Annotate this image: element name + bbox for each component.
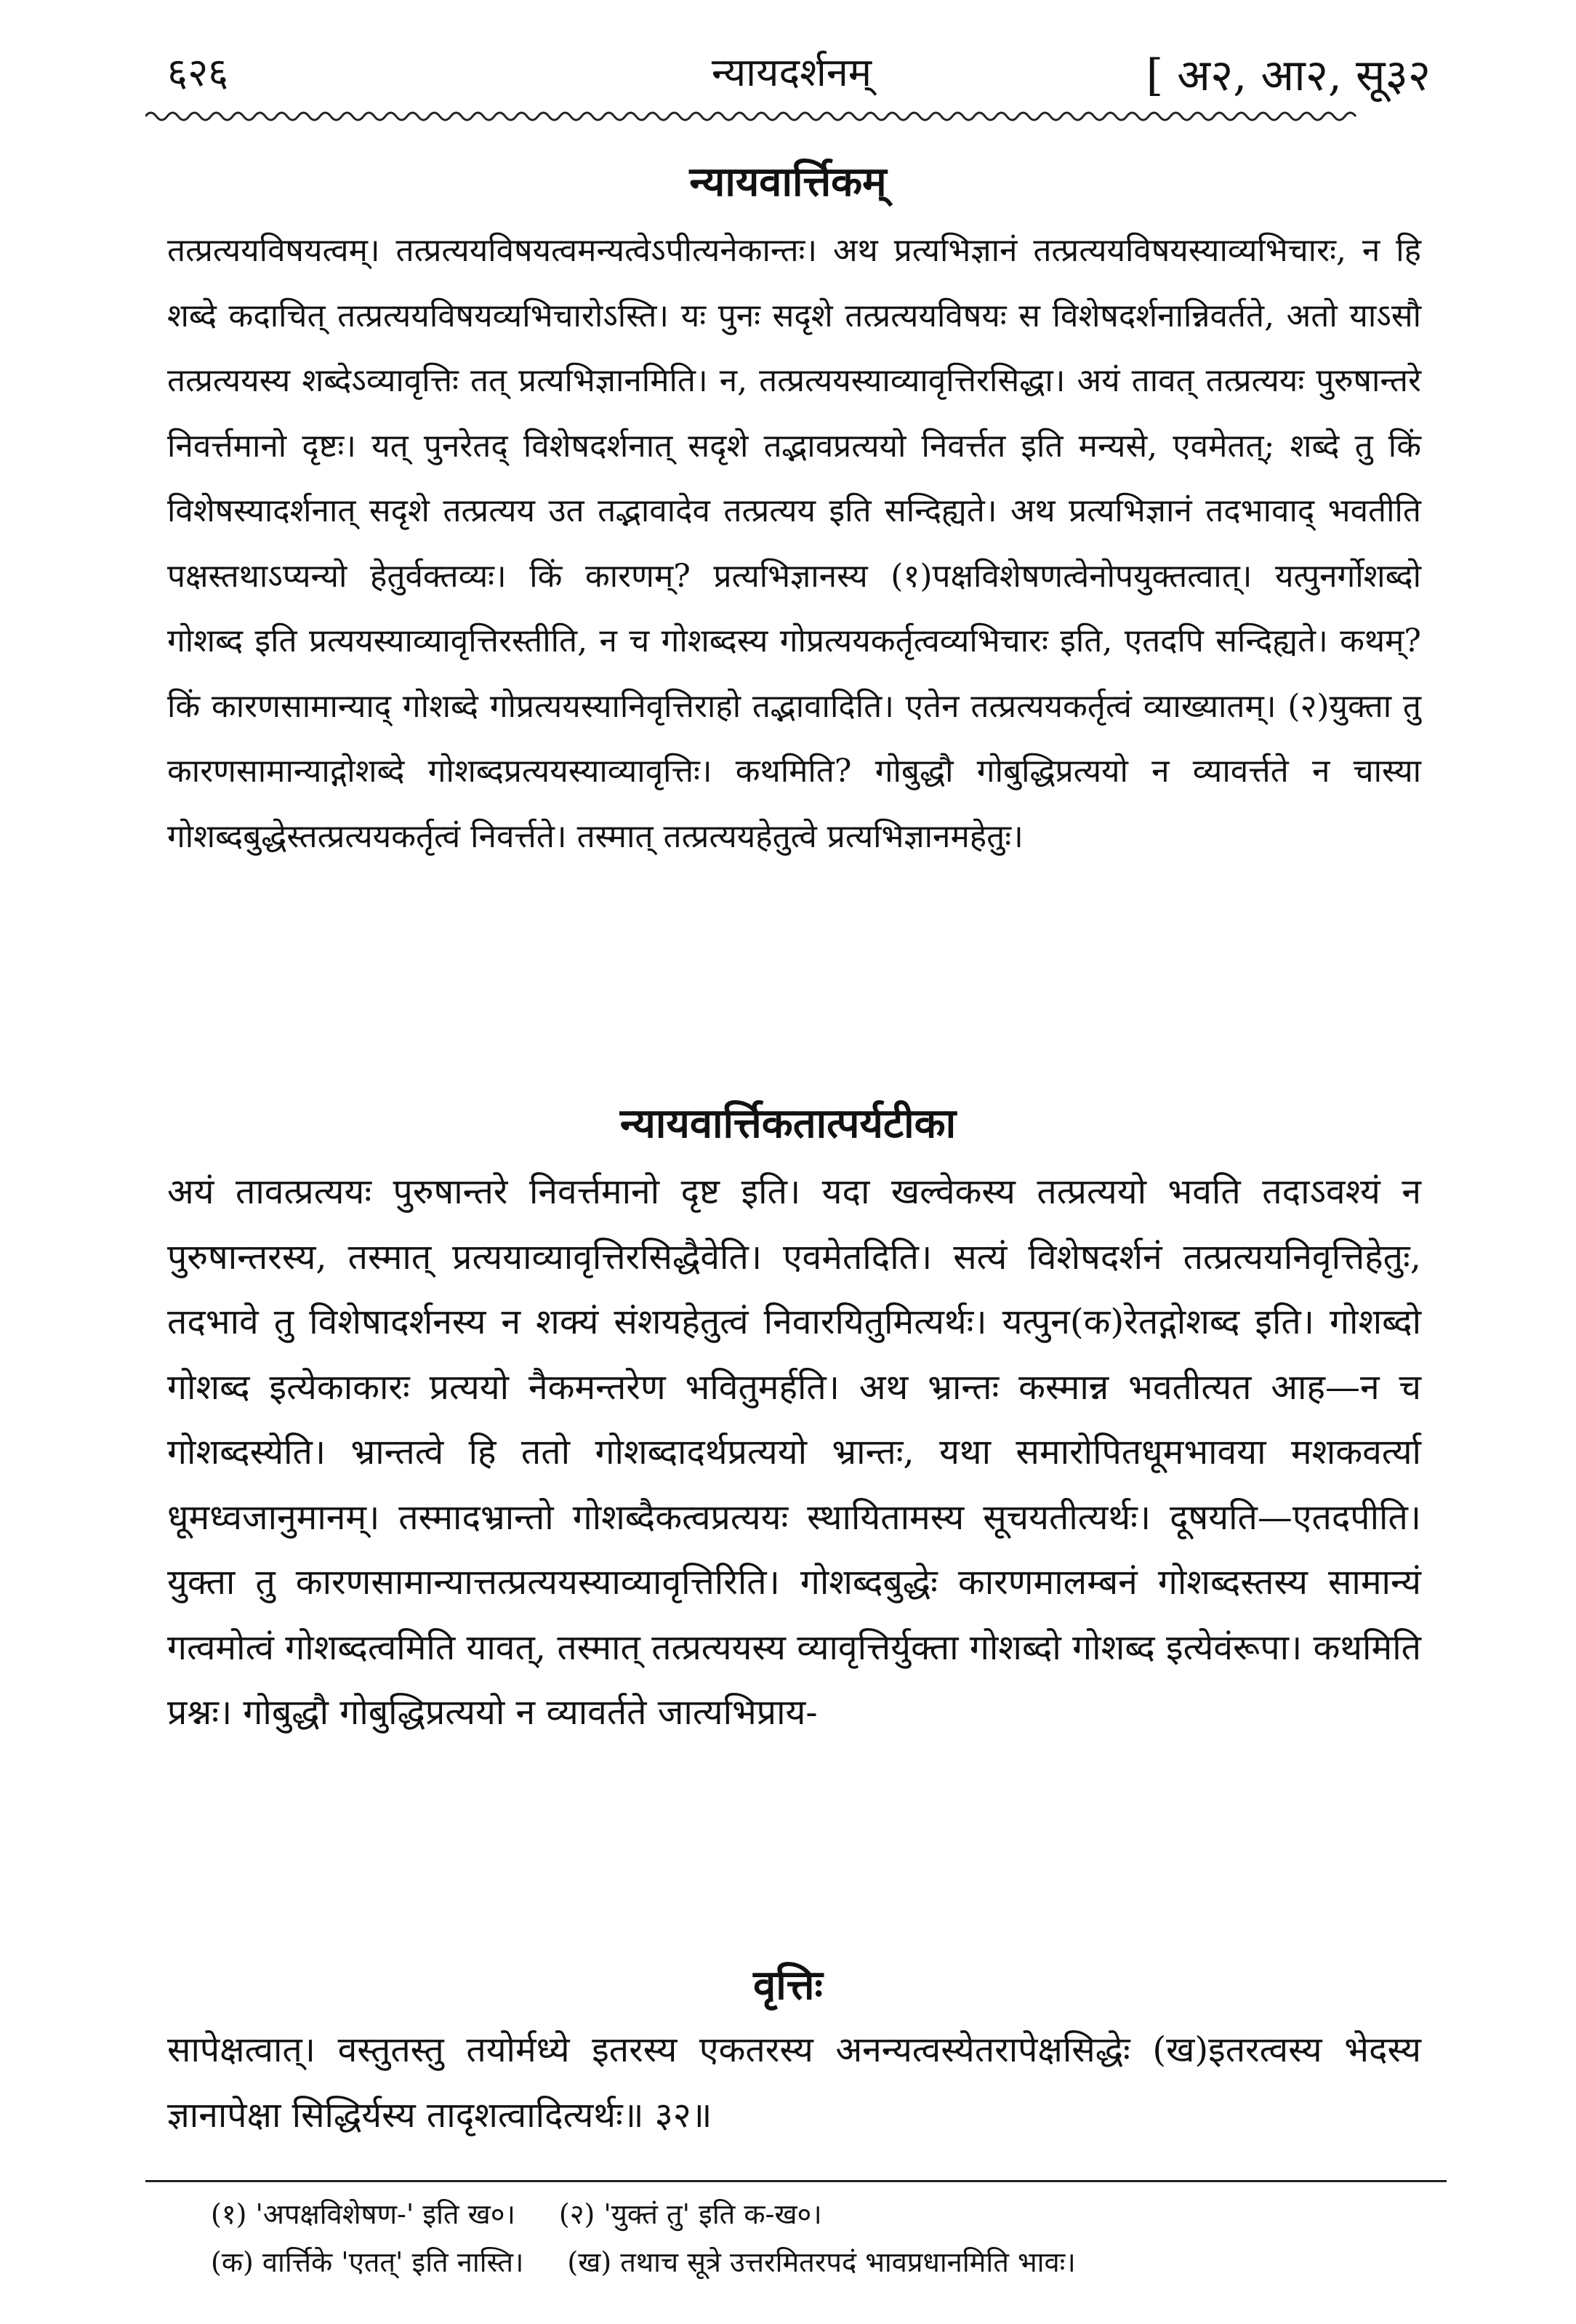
section-reference: [ अ२, आ२, सू३२ <box>1146 50 1431 101</box>
header-wavy-rule <box>145 108 1454 125</box>
footnote-kha: (ख) तथाच सूत्रे उत्तरमितरपदं भावप्रधानमिति भावः। <box>567 2246 1076 2278</box>
footnote-2: (२) 'युक्तं तु' इति क-ख०। <box>558 2198 822 2230</box>
book-title: न्यायदर्शनम् <box>711 49 872 95</box>
tika-heading: न्यायवार्त्तिकतात्पर्यटीका <box>619 1099 957 1147</box>
vartika-text: तत्प्रत्ययविषयत्वम्। तत्प्रत्ययविषयत्वमन्यत्वेऽपीत्यनेकान्तः। अथ प्रत्यभिज्ञानं तत्प्रत्ययविषयस्याव्यभिचारः, न हि शब्दे कदाचित् तत्प्रत्ययविषयव्यभिचारोऽस्ति। यः पुनः सदृशे तत्प्रत्ययविषयः स विशेषदर्शनान्निवर्तते, अतो याऽसौ तत्प्रत्ययस्य शब्देऽव्यावृत्तिः तत् प्रत्यभिज्ञानमिति। न, तत्प्रत्ययस्याव्यावृत्तिरसिद्धा। अयं तावत् तत्प्रत्ययः पुरुषान्तरे निवर्त्तमानो दृष्टः। यत् पुनरेतद् विशेषदर्शनात् सदृशे तद्भावप्रत्ययो निवर्त्तत इति मन्यसे, एवमेतत्; शब्दे तु किं विशेषस्यादर्शनात् सदृशे तत्प्रत्यय उत तद्भावादेव तत्प्रत्यय इति सन्दिह्यते। अथ प्रत्यभिज्ञानं तदभावाद् भवतीति पक्षस्तथाऽप्यन्यो हेतुर्वक्तव्यः। किं कारणम्? प्रत्यभिज्ञानस्य (१)पक्षविशेषणत्वेनोपयुक्तत्वात्। यत्पुनर्गोशब्दो गोशब्द इति प्रत्ययस्याव्यावृत्तिरस्तीति, न च गोशब्दस्य गोप्रत्ययकर्तृत्वव्यभिचारः इति, एतदपि सन्दिह्यते। कथम्? किं कारणसामान्याद् गोशब्दे गोप्रत्ययस्यानिवृत्तिराहो तद्भावादिति। एतेन तत्प्रत्ययकर्तृत्वं व्याख्यातम्। (२)युक्ता तु कारणसामान्याद्गोशब्दे गोशब्दप्रत्ययस्याव्यावृत्तिः। कथमिति? गोबुद्धौ गोबुद्धिप्रत्ययो न व्यावर्त्तते न चास्या गोशब्दबुद्धेस्तत्प्रत्ययकर्तृत्वं निवर्त्तते। तस्मात् तत्प्रत्ययहेतुत्वे प्रत्यभिज्ञानमहेतुः। <box>167 232 1421 855</box>
footnote-row-1 <box>211 2190 1410 2238</box>
vartika-heading: न्यायवार्त्तिकम् <box>689 158 887 206</box>
vritti-text: सापेक्षत्वात्। वस्तुतस्तु तयोर्मध्ये इतरस्य एकतरस्य अनन्यत्वस्येतरापेक्षसिद्धेः (ख)इतरत्वस्य भेदस्य ज्ञानापेक्षा सिद्धिर्यस्य तादृशत्वादित्यर्थः॥ ३२॥ <box>167 2030 1421 2136</box>
footnote-separator <box>145 2180 1447 2182</box>
vritti-heading: वृत्तिः <box>753 1961 823 2009</box>
footnote-row-2 <box>211 2238 1410 2286</box>
page-number: ६२६ <box>167 49 229 95</box>
tika-text: अयं तावत्प्रत्ययः पुरुषान्तरे निवर्त्तमानो दृष्ट इति। यदा खल्वेकस्य तत्प्रत्ययो भवति तदाऽवश्यं न पुरुषान्तरस्य, तस्मात् प्रत्ययाव्यावृत्तिरसिद्धैवेति। एवमेतदिति। सत्यं विशेषदर्शनं तत्प्रत्ययनिवृत्तिहेतुः, तदभावे तु विशेषादर्शनस्य न शक्यं संशयहेतुत्वं निवारयितुमित्यर्थः। यत्पुन(क)रेतद्गोशब्द इति। गोशब्दो गोशब्द इत्येकाकारः प्रत्ययो नैकमन्तरेण भवितुमर्हति। अथ भ्रान्तः कस्मान्न भवतीत्यत आह—न च गोशब्दस्येति। भ्रान्तत्वे हि ततो गोशब्दादर्थप्रत्ययो भ्रान्तः, यथा समारोपितधूमभावया मशकवर्त्या धूमध्वजानुमानम्। तस्मादभ्रान्तो गोशब्दैकत्वप्रत्ययः स्थायितामस्य सूचयतीत्यर्थः। दूषयति—एतदपीति। युक्ता तु कारणसामान्यात्तत्प्रत्ययस्याव्यावृत्तिरिति। गोशब्दबुद्धेः कारणमालम्बनं गोशब्दस्तस्य सामान्यं गत्वमोत्वं गोशब्दत्वमिति यावत्, तस्मात् तत्प्रत्ययस्य व्यावृत्तिर्युक्ता गोशब्दो गोशब्द इत्येवंरूपा। कथमिति प्रश्नः। गोबुद्धौ गोबुद्धिप्रत्ययो न व्यावर्तते जात्यभिप्राय- <box>167 1171 1421 1733</box>
footnote-ka: (क) वार्त्तिके 'एतत्' इति नास्ति। <box>211 2246 524 2278</box>
page-header <box>153 44 1431 102</box>
footnotes <box>211 2190 1410 2286</box>
footnote-1: (१) 'अपक्षविशेषण-' इति ख०। <box>211 2198 515 2230</box>
